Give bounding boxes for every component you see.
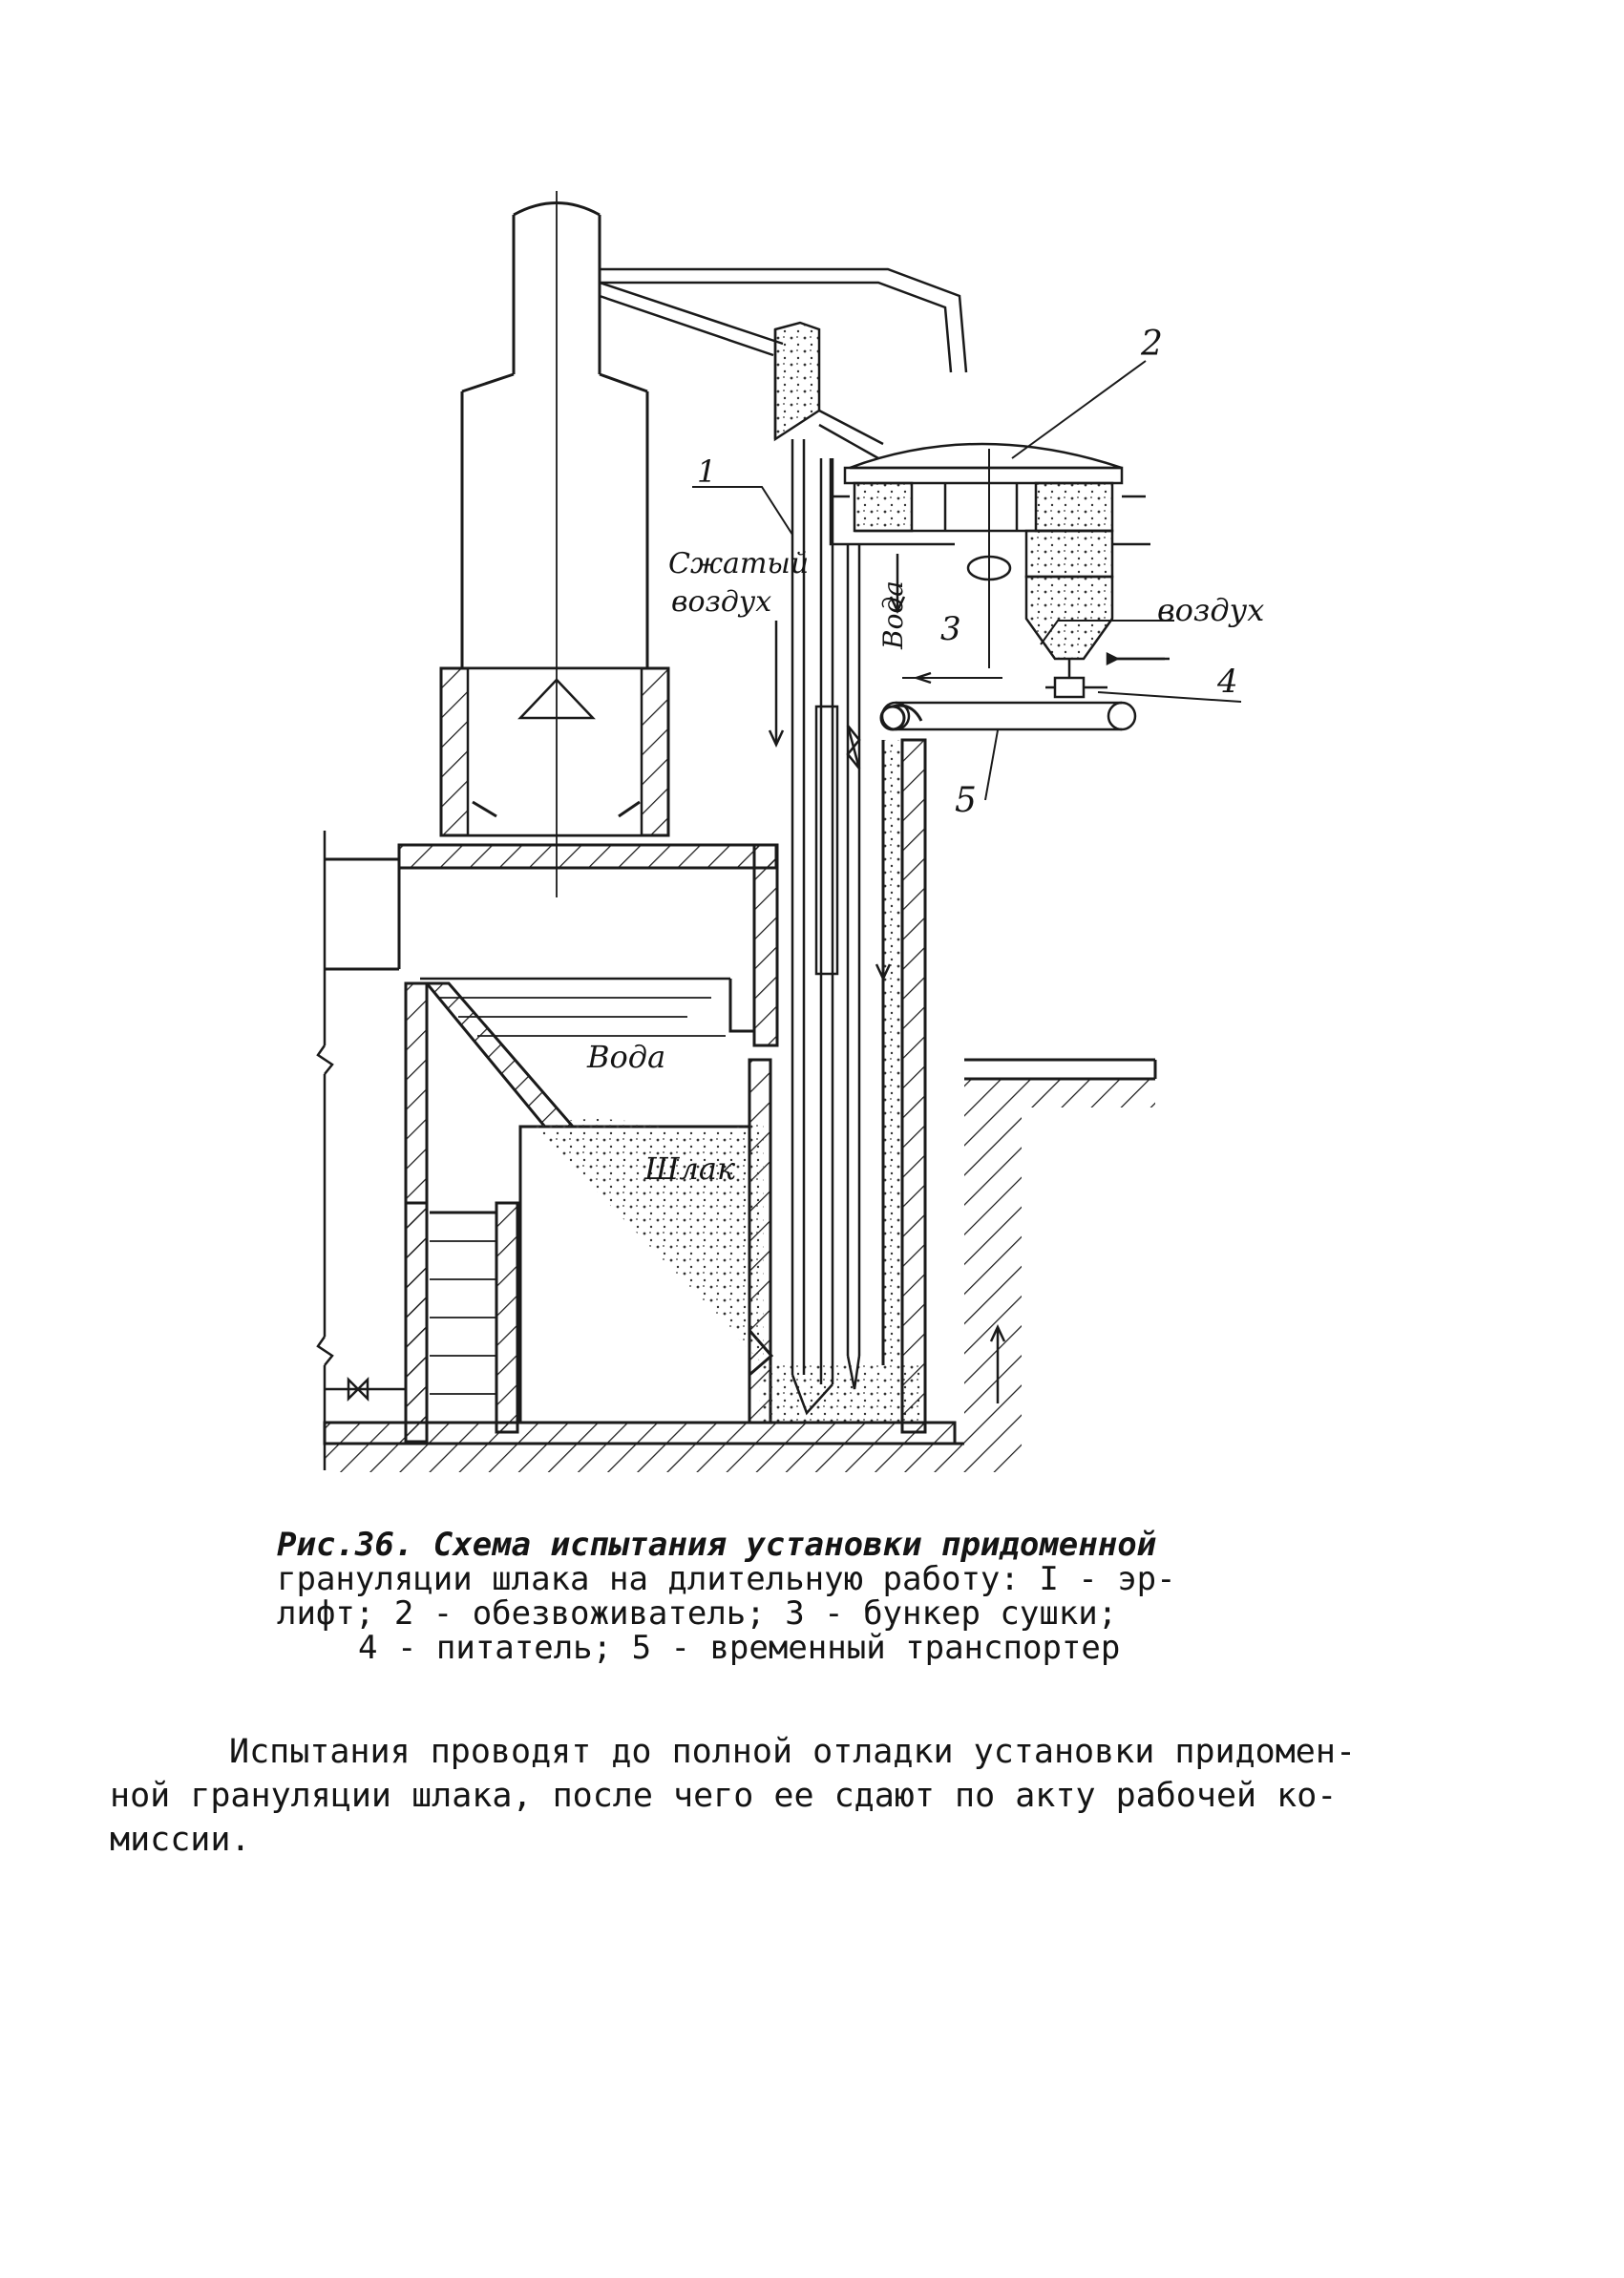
figure-caption — [277, 1528, 1279, 1665]
body-line-2: ной грануляции шлака, после чего ее сдают по акту рабочей ко- — [110, 1777, 1338, 1815]
label-water-bath: Вода — [587, 1039, 666, 1075]
furnace-shaft — [441, 668, 668, 835]
body-line-3: миссии. — [110, 1821, 251, 1859]
label-air: воздух — [1157, 592, 1265, 628]
feeder — [1045, 654, 1165, 697]
caption-line-4: 4 - питатель; 5 - временный транспортер — [358, 1629, 1121, 1667]
label-compressed-air-line1: Сжатый — [668, 547, 810, 580]
label-feeder-number: 4 — [1217, 663, 1238, 701]
caption-line-3: лифт; 2 - обезвоживатель; 3 - бункер сушки; — [277, 1594, 1118, 1633]
label-compressed-air-line2: воздух — [671, 585, 772, 619]
side-water-column — [325, 1203, 496, 1442]
drying-bunker — [1026, 531, 1150, 678]
break-line-left — [318, 831, 332, 1470]
label-slag: Шлак — [644, 1150, 736, 1187]
label-bunker-number: 3 — [940, 610, 961, 648]
label-water-pipe: Вода — [877, 580, 909, 649]
body-line-1: Испытания проводят до полной отладки установки придомен- — [229, 1733, 1357, 1771]
label-dewaterer-number: 2 — [1141, 325, 1163, 364]
label-conveyor-number: 5 — [955, 781, 977, 820]
body-paragraph — [110, 1730, 1408, 1862]
label-airlift-number: 1 — [697, 453, 717, 490]
caption-line-2: грануляции шлака на длительную работу: I - эр- — [277, 1560, 1176, 1598]
airlift-pit — [759, 706, 925, 1432]
caption-line-1: Рис.36. Схема испытания установки придоменной — [277, 1526, 1157, 1564]
